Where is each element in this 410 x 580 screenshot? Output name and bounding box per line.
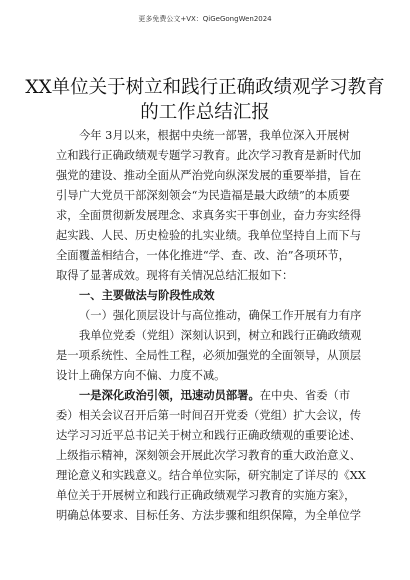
- body-line: 单位关于开展树立和践行正确政绩观学习教育的实施方案》，: [56, 489, 356, 502]
- section-heading: 一、主要做法与阶段性成效: [79, 289, 215, 302]
- subsection-heading: （一）强化顶层设计与高位推动，确保工作开展有力有序: [79, 309, 362, 322]
- bold-lead-phrase: 一是深化政治引领，迅速动员部署。: [79, 389, 260, 402]
- body-line: 全面覆盖相结合，一体化推进“学、查、改、治”各项环节，: [56, 249, 350, 262]
- body-line: 委）相关会议召开后第一时间召开党委（党组）扩大会议，传: [56, 409, 362, 422]
- body-line: 设计上确保方向不偏、力度不减。: [56, 369, 226, 382]
- document-body: [56, 126, 366, 526]
- body-line: 立和践行正确政绩观专题学习教育。此次学习教育是新时代加: [56, 149, 362, 162]
- body-line-mixed: [56, 386, 356, 406]
- body-line: 引导广大党员干部深刻领会“为民造福是最大政绩”的本质要: [56, 189, 350, 202]
- body-line: 今年 3月以来，根据中央统一部署，我单位深入开展树: [79, 129, 350, 142]
- body-line-continuation: 在中央、省委（市: [259, 389, 351, 402]
- body-line: 理论意义和实践意义。结合单位实际，研究制定了详尽的《XX: [56, 469, 366, 482]
- body-line: 起实践、人民、历史检验的扎实业绩。我单位坚持自上而下与: [56, 229, 362, 242]
- header-note: 更多免费公文+VX：QiGeGongWen2024: [138, 15, 272, 23]
- body-line: 强党的建设、推动全面从严治党向纵深发展的重要举措，旨在: [56, 169, 362, 182]
- body-line: 我单位党委（党组）深刻认识到，树立和践行正确政绩观: [79, 329, 362, 342]
- document-title-line-2: 的工作总结汇报: [140, 102, 270, 123]
- document-title-line-1: XX单位关于树立和践行正确政绩观学习教育: [25, 77, 385, 98]
- body-line: 达学习习近平总书记关于树立和践行正确政绩观的重要论述、: [56, 429, 362, 442]
- body-line: 上级指示精神，深刻领会开展此次学习教育的重大政治意义、: [56, 449, 362, 462]
- body-line: 是一项系统性、全局性工程，必须加强党的全面领导，从顶层: [56, 349, 362, 362]
- body-line: 明确总体要求、目标任务、方法步骤和组织保障，为全单位学: [56, 509, 362, 522]
- body-line: 取得了显著成效。现将有关情况总结汇报如下：: [56, 269, 294, 282]
- body-line: 求，全面贯彻新发展理念、求真务实干事创业，奋力夯实经得: [56, 209, 362, 222]
